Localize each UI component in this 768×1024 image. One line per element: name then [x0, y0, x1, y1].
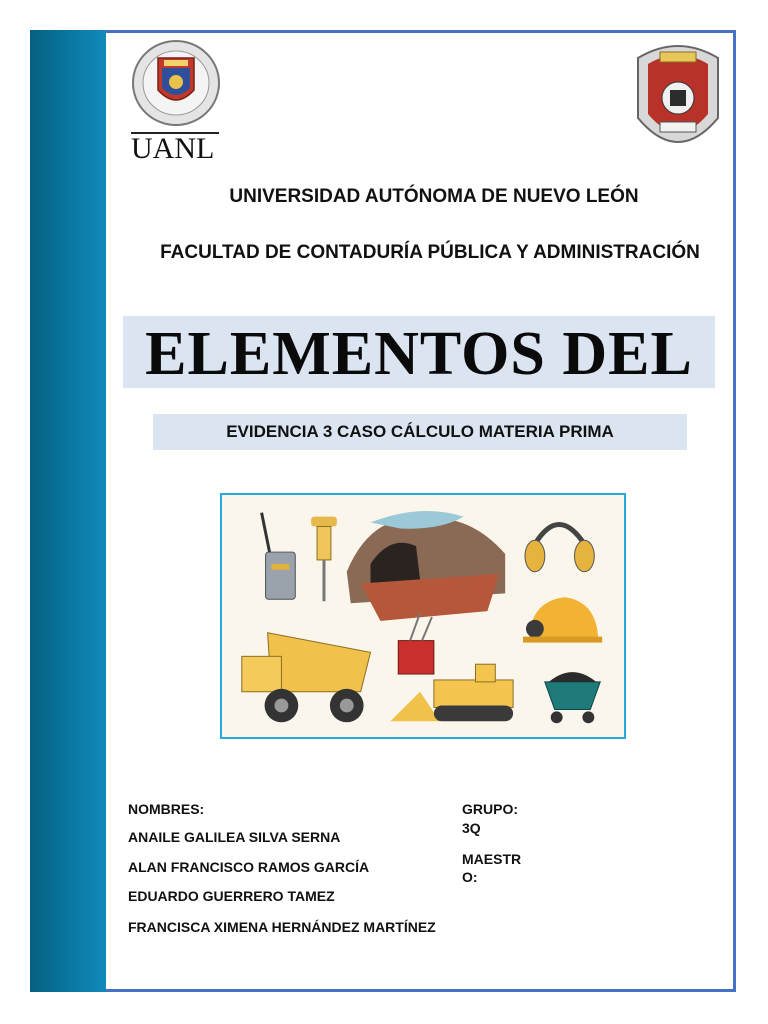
student-name: FRANCISCA XIMENA HERNÁNDEZ MARTÍNEZ	[128, 919, 436, 935]
teacher-label: MAESTRO:	[462, 851, 522, 885]
student-name: ANAILE GALILEA SILVA SERNA	[128, 829, 341, 845]
group-label: GRUPO:	[462, 801, 518, 817]
university-name: UNIVERSIDAD AUTÓNOMA DE NUEVO LEÓN	[229, 186, 639, 207]
names-heading: NOMBRES:	[128, 801, 205, 817]
faculty-name: FACULTAD DE CONTADURÍA PÚBLICA Y ADMINISTRACIÓN	[160, 242, 700, 263]
student-name: ALAN FRANCISCO RAMOS GARCÍA	[128, 859, 370, 875]
uanl-logo-text: UANL	[131, 132, 219, 164]
student-name: EDUARDO GUERRERO TAMEZ	[128, 888, 335, 904]
facpya-shield-icon	[630, 38, 726, 164]
mining-equipment-illustration	[220, 493, 626, 739]
side-color-band	[30, 30, 106, 992]
document-title: ELEMENTOS DEL	[145, 320, 693, 388]
group-value: 3Q	[462, 820, 481, 836]
document-subtitle: EVIDENCIA 3 CASO CÁLCULO MATERIA PRIMA	[226, 422, 614, 441]
